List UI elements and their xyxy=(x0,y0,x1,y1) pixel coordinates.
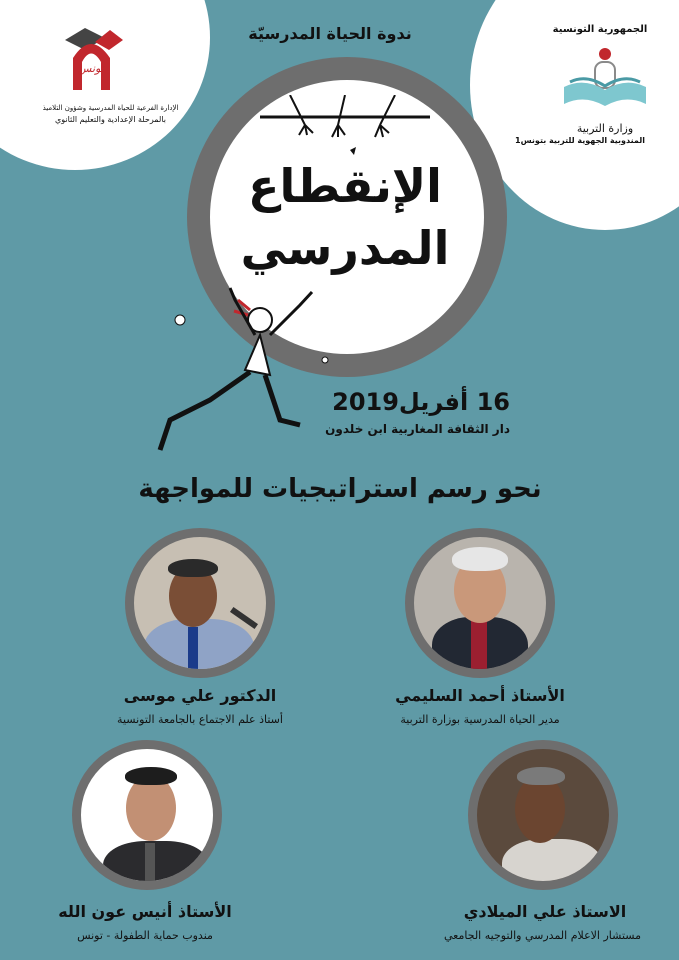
speaker-photo-moussa xyxy=(125,528,275,678)
event-date: 16 أفريل2019 xyxy=(332,388,510,416)
left-org-line1: الإدارة الفرعية للحياة المدرسية وشؤون التلاميذ xyxy=(42,104,179,112)
subtitle: نحو رسم استراتيجيات للمواجهة xyxy=(138,474,542,504)
speaker-role-miladi: مستشار الاعلام المدرسي والتوجيه الجامعي xyxy=(444,929,641,942)
hanging-hands-illustration xyxy=(250,95,440,165)
speaker-photo-salimi xyxy=(405,528,555,678)
seminar-title: ندوة الحياة المدرسيّة xyxy=(248,24,412,43)
regional-label: المندوبية الجهوية للتربية بتونس1 xyxy=(515,136,645,145)
speaker-role-salimi: مدير الحياة المدرسية بوزارة التربية xyxy=(400,713,560,726)
speaker-name-salimi: الأستاذ أحمد السليمي xyxy=(395,686,565,705)
school-life-logo xyxy=(55,20,130,95)
speaker-name-moussa: الدكتور علي موسى xyxy=(123,686,277,705)
falling-student-illustration xyxy=(150,280,330,470)
speaker-photo-aounallah xyxy=(72,740,222,890)
left-org-line2: بالمرحلة الإعدادية والتعليم الثانوي xyxy=(54,115,167,124)
ministry-label: وزارة التربية xyxy=(576,122,634,135)
left-logo-text: تونس xyxy=(78,62,104,75)
speaker-name-miladi: الاستاذ علي الميلادي xyxy=(463,902,627,921)
main-title-line2: المدرسي xyxy=(240,221,450,275)
speaker-name-aounallah: الأستاذ أنيس عون الله xyxy=(58,902,232,921)
speaker-photo-miladi xyxy=(468,740,618,890)
republic-label: الجمهورية التونسية xyxy=(552,24,648,35)
event-venue: دار الثقافة المغاربية ابن خلدون xyxy=(325,422,510,436)
speaker-role-aounallah: مندوب حماية الطفولة - تونس xyxy=(77,929,213,942)
speaker-role-moussa: أستاذ علم الاجتماع بالجامعة التونسية xyxy=(117,713,283,726)
ministry-book-icon xyxy=(560,42,650,117)
main-title-line1: الإنقطاع xyxy=(248,159,442,213)
